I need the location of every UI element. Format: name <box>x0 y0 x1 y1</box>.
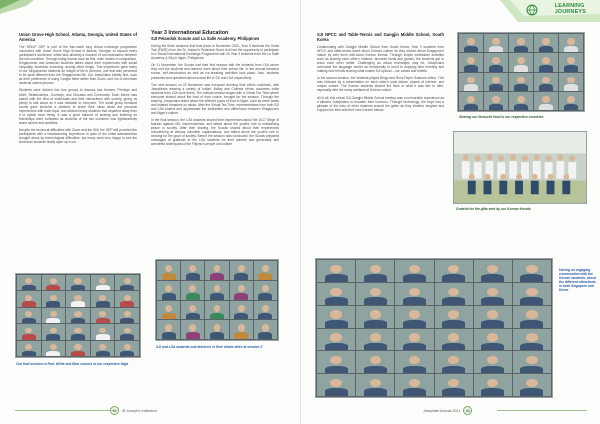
paragraph: All in all, this virtual SJI-Gangjin Middle School meetup was a memorable experience as it allowed Josephians to broaden their horizons. Through technology, the boys had a glimpse of the lives of other students around the globe as they chatted, laughed and enjoyed the time with their new Korean friends. <box>317 95 444 112</box>
photo-caption: Sharing our favourite food in our respective countries <box>459 115 544 119</box>
paragraph: Students were divided into four groups to discuss four themes: Privilege and Merit, Relationships, Journeys, and Outcasts and Conformity. Each theme was paired with the idea of individuals and their interactions with society, giving us plenty to talk about as it was relatable to everyone. The small group breakout rooms gave students a platform to share their ideas about the personal experiences with each topic, and allowed many students that departed away from it to speak more freely. It was a good balance of sharing and listening as friendships were cultivated as students of the two countries now lightheartedly share stories and activities. <box>19 88 137 125</box>
paragraph: During the three sessions that took place in November 2021, Year 3 students the Scots Tsai (P&SE) from the St. Joseph's Pelandok Scout Unit had the opportunity to participate in a Virtual International Exchange Programme with 20 Year 3 students from the La Salle Academy (LSA) in Iligan, Philippines. <box>151 44 279 61</box>
photo-caption: SJI and LSA students and teachers in their ethnic attire at session 2 <box>156 345 263 349</box>
paragraph: In the final session, the LSA students shared their experiences about the 2017 Siege of Marawi against ISIL insurrectionists, and talked about the youths' role in maintaining peace in society. After their sharing, the Scouts shared about their experiences volunteering at various volunteer organisations, and talked about the youth's role in working for the good of society. Before the session was concluded, the Scouts prepared messages of gratitude to the LSA students for their warmth and generosity and wonderful sharing about the Filipino's people and culture. <box>151 117 279 147</box>
page-number: 61 <box>463 406 472 415</box>
badge-line: LEARNING <box>554 3 585 9</box>
section-badge <box>555 3 586 15</box>
paragraph: In the second session, the students played Bingo and Rock Paper Scissors online. This was followed by a presentation on each other's local dishes, places of interest, and unique culture. The Korean students shared the lives of what it was like to offer, especially with the many artefacts at Korean culture. <box>317 76 444 93</box>
corner-decoration <box>0 0 34 14</box>
article-title: Union Grove High School, Atlanta, Georgia, United States of America <box>19 32 137 42</box>
article-la-salle <box>151 30 279 149</box>
group-photo-gifts <box>453 131 587 204</box>
article-union-grove <box>19 32 137 147</box>
zoom-photo-food-sharing <box>457 32 585 112</box>
paragraph: The next session on 22 November saw everyone donning their ethnic costumes, with Josephians wearing a variety of Indian, Malay and Chinese ethnic costumes while students from LSA wore theirs. The cultural session began with a Virtual Tea Time where everyone shared about the food of their choice, brought for the session. Through the sharing, Josephians learnt about the different types of food in Iligan, such as week bowls and toasted tomatoes on sticks. After the Virtual Tea Time, representatives from both SJI and LSA shared and appreciated the similarities and differences between Singapore's and Iligan's culture. <box>151 82 279 115</box>
article-subtitle: SJI Pelandok Scouts and La Salle Academy, Philippines <box>151 36 260 42</box>
badge-line: JOURNEYS <box>554 9 586 15</box>
photo-caption: Our final session in Red, White and Blue colours of our respective flags <box>16 362 129 366</box>
footer-label: Josephian Annual 2021 <box>423 408 461 413</box>
footer-divider <box>15 410 115 411</box>
zoom-photo-ethnic-attire <box>155 259 279 341</box>
globe-icon <box>526 4 538 16</box>
footer <box>423 406 472 415</box>
article-gangjin <box>317 32 444 115</box>
page-number: 60 <box>110 406 119 415</box>
paragraph: The SEeLP GEP is part of the four-week long virtual exchange programme conducted with Union Grove High School in Atlanta, Georgia, to expand every participant's worldview, whilst also allowing a channel of communication between the two countries. Through using forums such as this, main modes of comparison, Singaporean and American students talked about their experiences with social inequality, American schooling, among other things. This experience gave many of our Singaporean students an insight of life in America, one that was perceived to be quite different from the Singaporean life. Our Josephians initially find, such as their preference of using Google Meet rather than Zoom, and not of American students owned phones. <box>19 45 137 86</box>
paragraph: Collaborating with Gangjin Middle School from South Korea, Year 3 students from NPCC and table-tennis learnt about Korea's culture as they shared about Singapore's nature by with them well-loved Korean friends. Through simple icebreaker activities such as sharing each other's hobbies, favourite foods and games, the students got to know each other better. Challenging as virtual exchanges may be, Josephians overcame the language barrier as emotionally to bond to enjoying time meeting and making new friends sharing what makes SJI special – our values and beliefs. <box>317 45 444 74</box>
right-page <box>300 0 600 424</box>
zoom-photo-final-session <box>15 273 141 358</box>
photo-caption: Grateful for the gifts sent by our Korean friends <box>456 207 531 211</box>
footer-divider <box>497 410 587 411</box>
article-title: SJI NPCC and Table-Tennis and Gangjin Middle School, South Korea <box>317 32 444 42</box>
paragraph: Despite the technical difficulties with Zoom and the Wifi, the GEP still provided the participants with a heartwarming experience in spite of the initial awkwardness brought about by technological difficulties, but many went very happy to see the American students finally open up to us. <box>19 127 137 145</box>
footer <box>110 406 157 415</box>
paragraph: On 11 November, the Scouts had their first session with the students from LSA where they met the students and learned more about their school life. In the annual breakout rooms, self-introduction as well as ice-breaking activities took place. Also, students presented and questions about school life in SJI and LSA respectively. <box>151 63 279 80</box>
footer-label: St Joseph's Institution <box>122 408 157 413</box>
photo-caption: Having an engaging conversation with the Korean students, about the different attractions in both Singapore and Korea <box>559 268 596 292</box>
zoom-photo-conversation <box>315 258 553 398</box>
section-title: Year 3 International Education <box>151 30 229 36</box>
group-photo-illustration <box>454 132 586 203</box>
